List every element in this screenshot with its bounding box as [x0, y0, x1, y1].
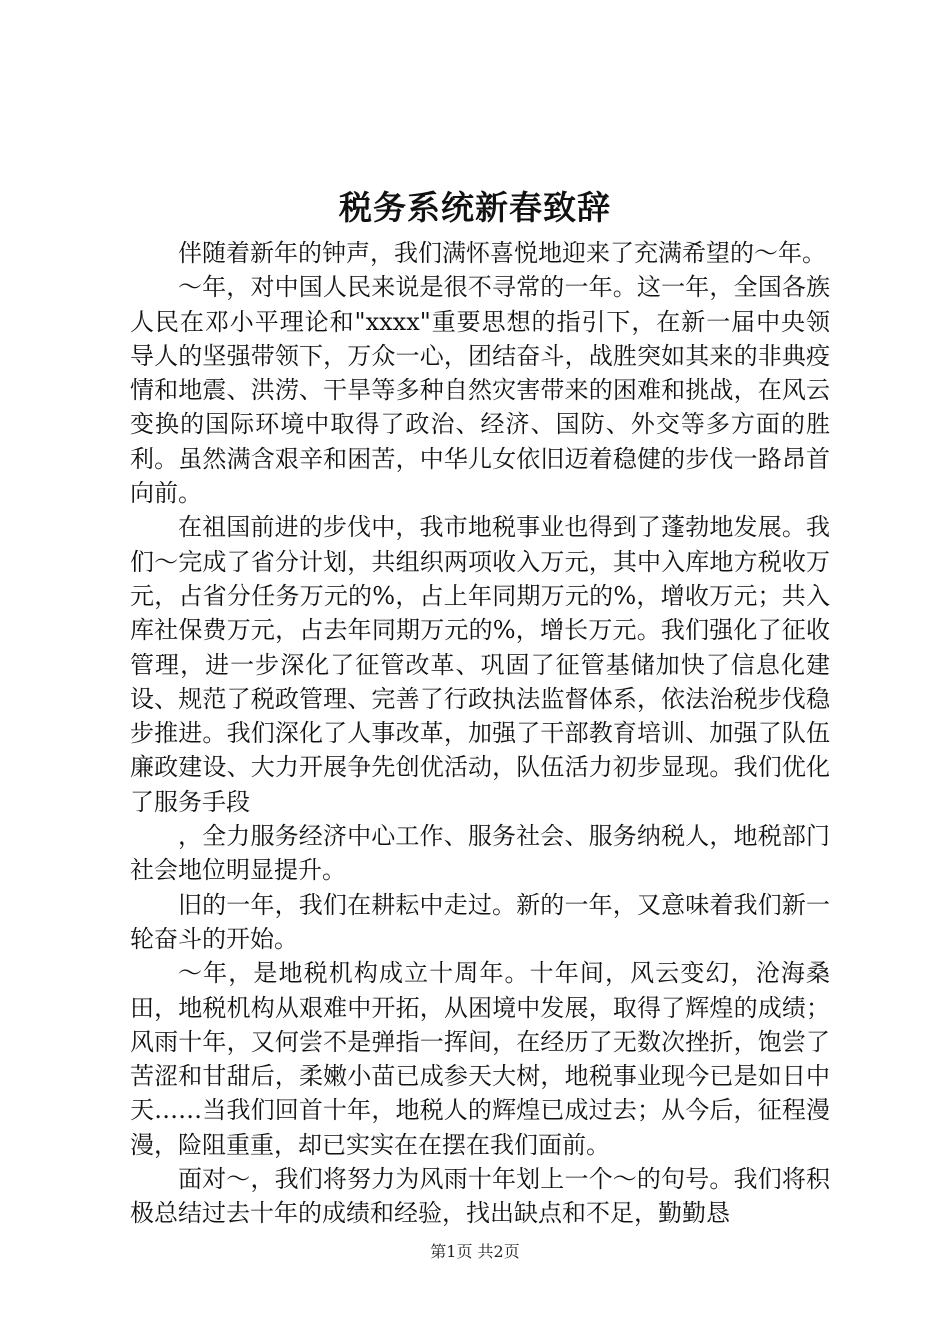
document-body [130, 236, 830, 1231]
paragraph: ，全力服务经济中心工作、服务社会、服务纳税人，地税部门社会地位明显提升。 [130, 822, 830, 885]
document-title: 税务系统新春致辞 [339, 188, 611, 227]
paragraph: ～年，是地税机构成立十周年。十年间，风云变幻，沧海桑田，地税机构从艰难中开拓，从困境中发展，取得了辉煌的成绩；风雨十年，又何尝不是弹指一挥间，在经历了无数次挫折，饱尝了苦涩和甘甜后，柔嫩小苗已成参天大树，地税事业现今已是如日中天……当我们回首十年，地税人的辉煌已成过去；从今后，征程漫漫，险阻重重，却已实实在在摆在我们面前。 [130, 959, 830, 1159]
paragraph: 在祖国前进的步伐中，我市地税事业也得到了蓬勃地发展。我们～完成了省分计划，共组织两项收入万元，其中入库地方税收万元，占省分任务万元的%，占上年同期万元的%，增收万元；共入库社保费万元，占去年同期万元的%，增长万元。我们强化了征收管理，进一步深化了征管改革、巩固了征管基储加快了信息化建设、规范了税政管理、完善了行政执法监督体系，依法治税步伐稳步推进。我们深化了人事改革，加强了干部教育培训、加强了队伍廉政建设、大力开展争先创优活动，队伍活力初步显现。我们优化了服务手段 [130, 513, 830, 816]
paragraph: ～年，对中国人民来说是很不寻常的一年。这一年，全国各族人民在邓小平理论和"xxxx"重要思想的指引下，在新一届中央领导人的坚强带领下，万众一心，团结奋斗，战胜突如其来的非典疫情和地震、洪涝、干旱等多种自然灾害带来的困难和挑战，在风云变换的国际环境中取得了政治、经济、国防、外交等多方面的胜利。虽然满含艰辛和困苦，中华儿女依旧迈着稳健的步伐一路昂首向前。 [130, 273, 830, 508]
page-footer: 第1页 共2页 [430, 1242, 520, 1261]
paragraph: 伴随着新年的钟声，我们满怀喜悦地迎来了充满希望的～年。 [178, 239, 826, 267]
paragraph: 旧的一年，我们在耕耘中走过。新的一年，又意味着我们新一轮奋斗的开始。 [130, 890, 830, 953]
paragraph: 面对～，我们将努力为风雨十年划上一个～的句号。我们将积极总结过去十年的成绩和经验，找出缺点和不足，勤勤恳 [130, 1165, 830, 1228]
